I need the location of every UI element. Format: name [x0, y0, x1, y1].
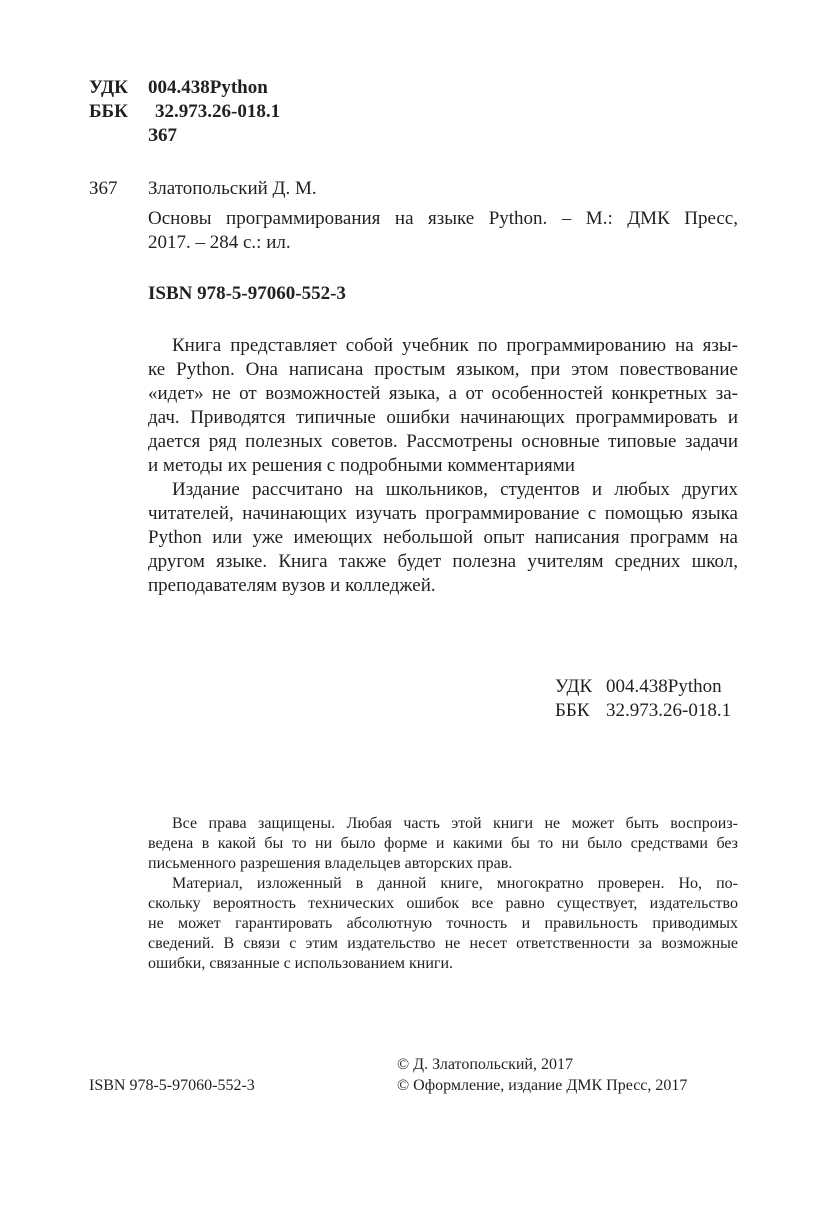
- rights-line: Материал, изложенный в данной книге, многократно проверен. Но, по-: [172, 875, 738, 892]
- author-sign: З67: [148, 125, 178, 146]
- udk-label: УДК: [89, 77, 128, 98]
- entry-isbn: ISBN 978-5-97060-552-3: [148, 283, 346, 304]
- rights-line: ведена в какой бы то ни было форме и какими бы то ни было средствами без: [148, 835, 738, 852]
- rights-line: Все права защищены. Любая часть этой книги не может быть воспроиз-: [172, 815, 738, 832]
- class-udk-label: УДК: [555, 676, 593, 697]
- class-bbk-value: 32.973.26-018.1: [606, 700, 732, 721]
- annotation-line: Издание рассчитано на школьников, студентов и любых других: [172, 479, 738, 500]
- rights-line: письменного разрешения владельцев авторских прав.: [148, 855, 513, 872]
- annotation-line: ке Python. Она написана простым языком, при этом повествование: [148, 359, 738, 380]
- rights-line: скольку вероятность технических ошибок все равно существует, издательство: [148, 895, 738, 912]
- annotation-line: Python или уже имеющих небольшой опыт написания программ на: [148, 527, 738, 548]
- entry-title-line: Основы программирования на языке Python. – М.: ДМК Пресс,: [148, 208, 738, 229]
- rights-line: не может гарантировать абсолютную точность и правильность приводимых: [148, 915, 738, 932]
- annotation-line: преподавателям вузов и колледжей.: [148, 575, 436, 596]
- annotation-line: дается ряд полезных советов. Рассмотрены основные типовые задачи: [148, 431, 738, 452]
- rights-line: сведений. В связи с этим издательство не несет ответственности за возможные: [148, 935, 738, 952]
- rights-line: ошибки, связанные с использованием книги.: [148, 955, 454, 972]
- annotation-line: и методы их решения с подробными комментариями: [148, 455, 575, 476]
- annotation-line: «идет» не от возможностей языка, а от особенностей конкретных за-: [148, 383, 738, 404]
- udk-value: 004.438Python: [148, 77, 268, 98]
- class-bbk-label: ББК: [555, 700, 590, 721]
- entry-title-line: 2017. – 284 с.: ил.: [148, 232, 291, 253]
- bbk-value: 32.973.26-018.1: [155, 101, 281, 122]
- copyright-design: © Оформление, издание ДМК Пресс, 2017: [397, 1077, 688, 1094]
- entry-author: Златопольский Д. М.: [148, 178, 317, 199]
- copyright-author: © Д. Златопольский, 2017: [397, 1056, 573, 1073]
- entry-sign: З67: [89, 178, 118, 199]
- class-udk-value: 004.438Python: [606, 676, 722, 697]
- annotation-line: другом языке. Книга также будет полезна учителям средних школ,: [148, 551, 738, 572]
- bbk-label: ББК: [89, 101, 128, 122]
- annotation-line: читателей, начинающих изучать программирование с помощью языка: [148, 503, 738, 524]
- annotation-line: дач. Приводятся типичные ошибки начинающих программировать и: [148, 407, 738, 428]
- annotation-line: Книга представляет собой учебник по программированию на язы-: [172, 335, 738, 356]
- footer-isbn: ISBN 978-5-97060-552-3: [89, 1077, 255, 1094]
